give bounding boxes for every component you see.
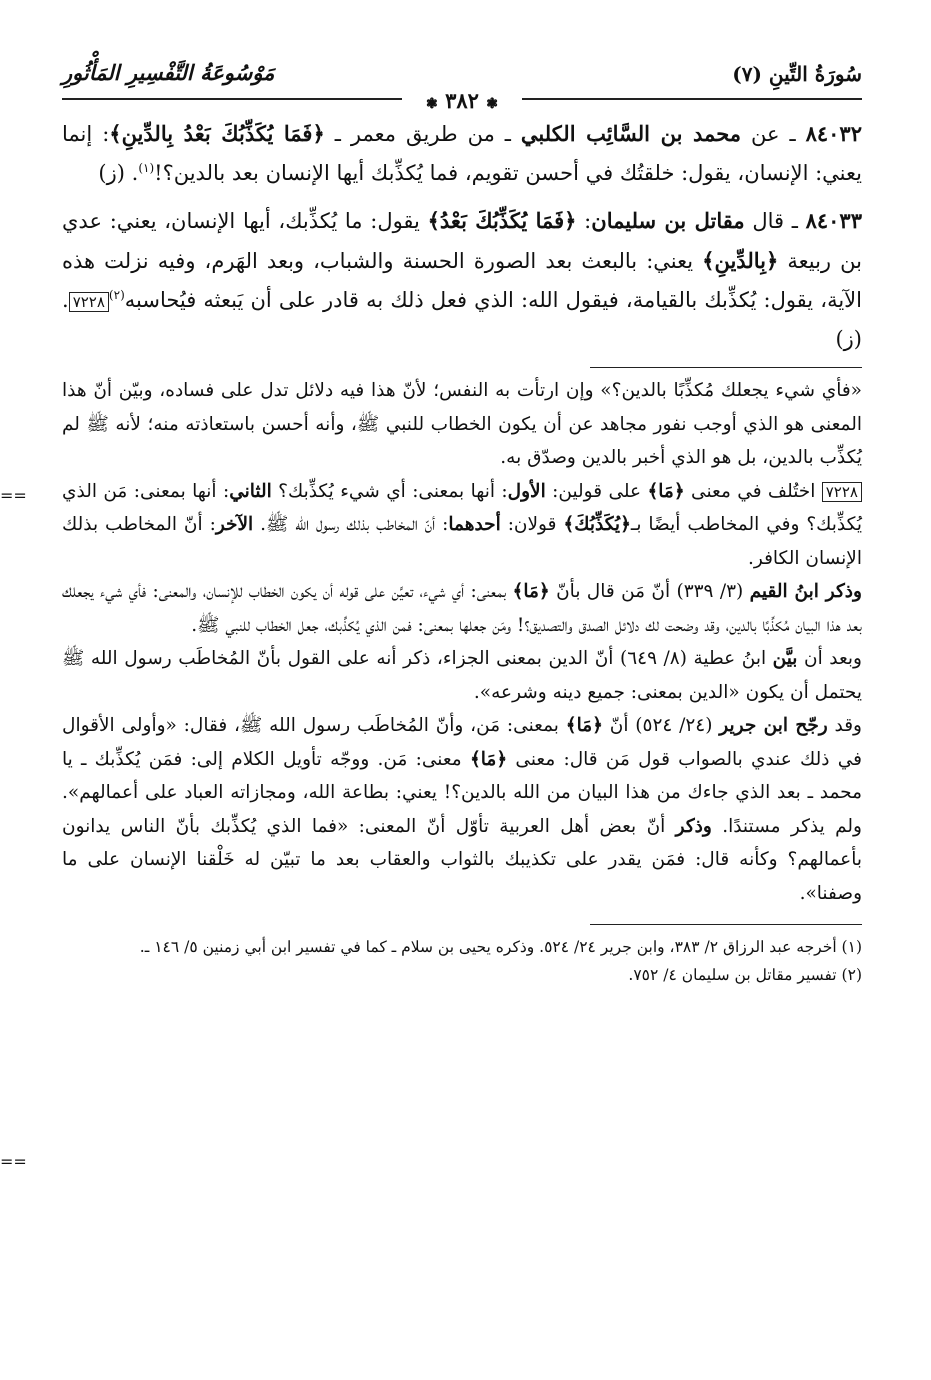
bold-text: وذكر bbox=[675, 815, 712, 837]
commentary-paragraph bbox=[62, 374, 862, 475]
footnote-ref: (٢) bbox=[108, 288, 125, 302]
commentary-paragraph bbox=[62, 642, 862, 709]
quran-quote: ﴿مَا﴾ bbox=[565, 715, 603, 736]
entry-number: ٨٤٠٣٣ bbox=[805, 208, 862, 233]
bold-text: بيَّن bbox=[772, 648, 798, 669]
quran-quote: ﴿فَمَا يُكَذِّبُكَ بَعْدُ بِالدِّينِ﴾ bbox=[109, 121, 325, 146]
text-run: (٣/ ٣٣٩) أنّ مَن قال بأنّ bbox=[549, 581, 750, 602]
text-run: اختُلف في معنى bbox=[684, 480, 822, 502]
surah-title: سُورَةُ التِّينِ (٧) bbox=[732, 62, 862, 86]
text-run: ـ قال bbox=[744, 209, 806, 233]
text-run: وبعد أن bbox=[797, 648, 862, 669]
text-run: . (ز) bbox=[62, 288, 862, 351]
page-number-text: ٣٨٢ bbox=[445, 88, 479, 113]
text-run: بمعنى: أي شيء، تعيَّن على قوله أن يكون الخطاب للإنسان، والمعنى: فأي شيء يجعلك بعد هذا البيان مُكذِّبًا بالدين، وقد وضحت لك دلائل الصدق والتصديق؟! ومَن جعلها بمعنى: فمن الذي يُكذِّبك، جعل الخطاب للنبي ﷺ. bbox=[62, 581, 862, 636]
text-run: ـ من طريق معمر ـ bbox=[324, 122, 521, 146]
text-run: قولان: bbox=[500, 514, 564, 535]
running-header bbox=[62, 58, 862, 113]
quran-quote: ﴿بِالدِّينِ﴾ bbox=[702, 248, 779, 273]
bold-text: الآخر bbox=[215, 514, 254, 535]
text-run: ـ عن bbox=[741, 122, 806, 146]
page-number bbox=[402, 88, 522, 113]
footnote-ref: (١) bbox=[138, 161, 155, 175]
main-entries bbox=[62, 114, 862, 359]
bold-text: أحدهما bbox=[448, 514, 501, 535]
quran-quote: ﴿مَا﴾ bbox=[512, 581, 550, 602]
bold-text: الأول bbox=[507, 480, 546, 502]
quran-quote: ﴿يُكَذِّبُكَ﴾ bbox=[563, 514, 631, 535]
ornament-icon: ❃ bbox=[486, 96, 498, 112]
text-run: أنّ بعض أهل العربية تأوّل أنّ المعنى: «فما الذي يُكذِّبك بأنّ الناس يدانون بأعمالهم؟ وكأنه قال: فمَن يقدر على تكذيبك بالثواب والعقاب بعد ما تبيّن له خَلْقنا الإنسان على ما وصفنا». bbox=[62, 815, 862, 904]
text-run: : إنما يعني: الإنسان، يقول: خلقتُك في أحسن تقويم، فما يُكذِّبك أيها الإنسان بعد بالدين؟! bbox=[62, 122, 862, 185]
footnotes bbox=[62, 933, 862, 989]
text-run: (٢٤/ ٥٢٤) أنّ bbox=[602, 715, 720, 736]
bold-text: وذكر bbox=[818, 581, 862, 602]
text-run: . (ز) bbox=[98, 161, 139, 185]
bold-text: الثاني bbox=[229, 480, 272, 502]
comment-ref-box: ٧٢٢٨ bbox=[69, 292, 109, 312]
narration-entry bbox=[62, 201, 862, 359]
comment-ref-box: ٧٢٢٨ bbox=[822, 482, 862, 502]
narration-entry bbox=[62, 114, 862, 193]
bold-text: محمد بن السَّائِب الكلبي bbox=[520, 121, 741, 146]
continuation-mark: == bbox=[0, 486, 27, 505]
text-run: بمعنى: مَن، وأنّ المُخاطَب رسول الله ﷺ، فقال: «وأولى الأقوال في ذلك عندي بالصواب قول مَن قال: معنى bbox=[62, 715, 862, 770]
footnote: (١) أخرجه عبد الرزاق ٢/ ٣٨٣، وابن جرير ٢٤/ ٥٢٤. وذكره يحيى بن سلام ـ كما في تفسير ابن أبي زمنين ٥/ ١٤٦ ـ. bbox=[139, 938, 862, 956]
bold-text: ابنُ القيم bbox=[749, 581, 819, 602]
text-run: : أنّ المخاطب بذلك رسول الله ﷺ. bbox=[253, 514, 449, 535]
text-run: : bbox=[576, 209, 592, 233]
text-run: : أنها بمعنى: أي شيء يُكذِّبك؟ bbox=[271, 480, 508, 502]
bold-text: رجّح ابن جرير bbox=[719, 715, 828, 736]
entry-number: ٨٤٠٣٢ bbox=[805, 121, 862, 146]
text-run: يقول: ما يُكذِّبك، أيها الإنسان، يعني: عدي بن ربيعة bbox=[62, 209, 862, 273]
text-run: ابنُ عطية (٨/ ٦٤٩) أنّ الدين بمعنى الجزاء، ذكر أنه على القول بأنّ المُخاطَب رسول الله ﷺ يحتمل أن يكون «الدين بمعنى: جميع دينه وشرعه». bbox=[62, 648, 862, 703]
continuation-mark: == bbox=[0, 1152, 27, 1171]
text-run: «فأي شيء يجعلك مُكذِّبًا بالدين؟» وإن ارتأت به النفس؛ لأنّ هذا فيه دلائل تدل على فساده، وبيّن أنّ هذا المعنى هو الذي أوجب نفور مجاهد عن أن يكون الخطاب للنبي ﷺ، وأنه أحسن باستعاذته منه؛ لأنه ﷺ لم يُكذِّب بالدين، بل هو الذي أخبر بالدين وصدّق به. bbox=[62, 380, 862, 468]
quran-quote: ﴿فَمَا يُكَذِّبُكَ بَعْدُ﴾ bbox=[427, 208, 577, 233]
book-title: مَوْسُوعَةُ التَّفْسِيرِ المَأْثُورِ bbox=[62, 60, 275, 85]
commentary-block bbox=[62, 374, 862, 910]
text-run: معنى: مَن. ووجّه تأويل الكلام إلى: فمَن يُكذِّبك ـ يا محمد ـ بعد الذي جاءك من هذا البيان من الله بالدين؟! يعني: بطاعة الله، ومجازاته العباد على أعمالهم». ولم يذكر مستندًا. bbox=[62, 748, 862, 837]
text-run: : أنها بمعنى: مَن الذي يُكذِّبك؟ وفي المخاطب أيضًا بـ bbox=[62, 480, 862, 535]
text-run: يعني: بالبعث بعد الصورة الحسنة والشباب، وبعد الهَرم، وفيه نزلت هذه الآية، يقول: يُكذِّبك بالقيامة، فيقول الله: الذي فعل ذلك به قادر على أن يَبعثه فيُحاسبه bbox=[62, 249, 862, 312]
quran-quote: ﴿مَا﴾ bbox=[469, 748, 508, 770]
commentary-paragraph bbox=[62, 709, 862, 910]
text-run: على قولين: bbox=[545, 480, 648, 502]
commentary-paragraph bbox=[62, 575, 862, 642]
quran-quote: ﴿مَا﴾ bbox=[647, 480, 685, 502]
ornament-icon: ❃ bbox=[426, 96, 438, 112]
footnote: (٢) تفسير مقاتل بن سليمان ٤/ ٧٥٢. bbox=[628, 966, 862, 984]
commentary-separator bbox=[590, 367, 862, 368]
commentary-paragraph bbox=[62, 475, 862, 576]
text-run: : أنّ المخاطب بذلك الإنسان الكافر. bbox=[62, 514, 862, 569]
bold-text: مقاتل بن سليمان bbox=[591, 208, 745, 233]
footnote-separator bbox=[590, 924, 862, 925]
text-run: وقد bbox=[827, 715, 862, 736]
document-page bbox=[62, 58, 862, 989]
